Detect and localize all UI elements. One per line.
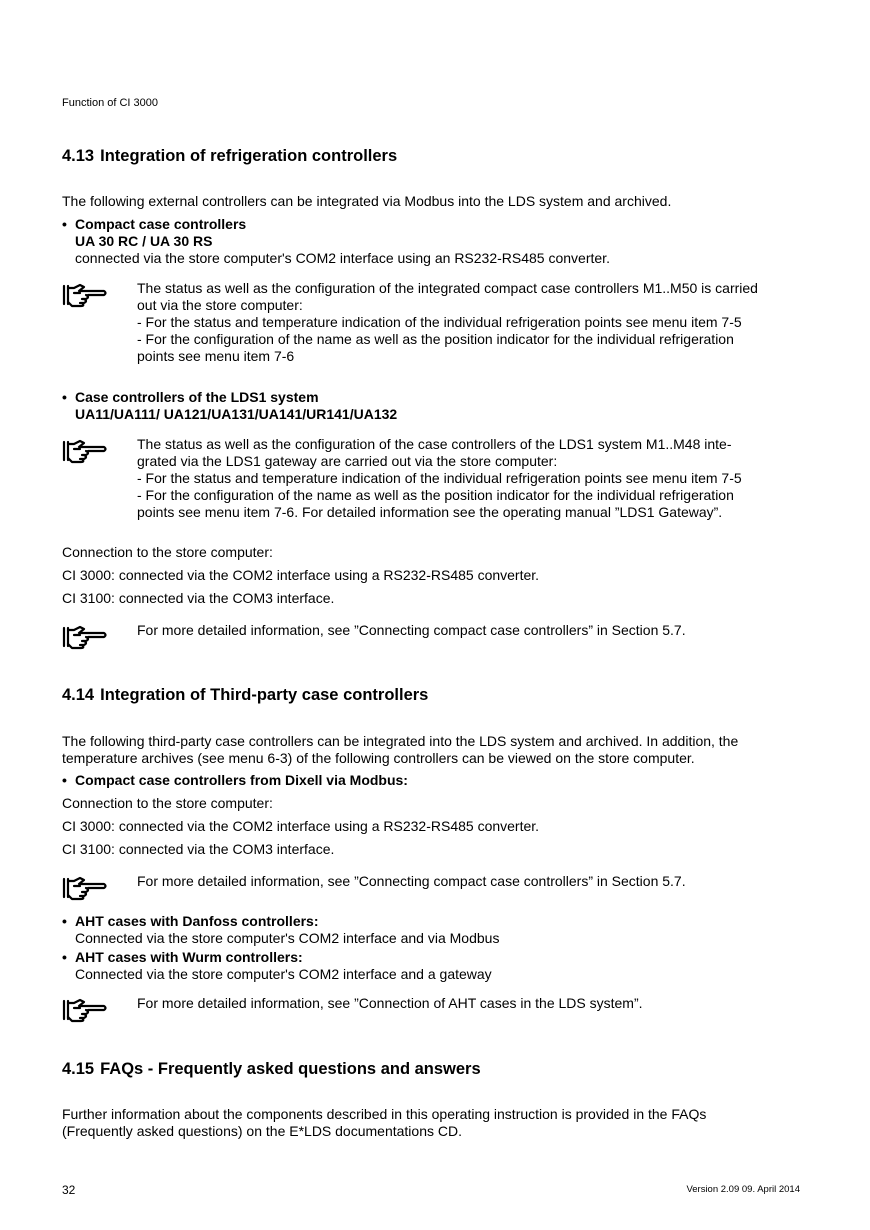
section-title: FAQs - Frequently asked questions and answers: [100, 1060, 481, 1078]
note-line: - For the status and temperature indication of the individual refrigeration points see menu item 7-5: [137, 314, 742, 330]
bullet-aht-wurm: [62, 949, 802, 983]
connection-ci3100: CI 3100: connected via the COM3 interface.: [62, 841, 335, 857]
note-line: The status as well as the configuration of the case controllers of the LDS1 system M1..M48 inte-: [137, 436, 732, 452]
note-line: points see menu item 7-6: [137, 348, 295, 364]
note-aht-ref: [62, 995, 802, 1012]
bullet-title: Case controllers of the LDS1 system: [75, 389, 319, 405]
note-line: For more detailed information, see ”Connection of AHT cases in the LDS system”.: [137, 995, 643, 1011]
note-line: The status as well as the configuration of the integrated compact case controllers M1..M50 is carried: [137, 280, 758, 296]
note-line: points see menu item 7-6. For detailed information see the operating manual ”LDS1 Gateway”.: [137, 504, 723, 520]
section-intro: [62, 733, 802, 767]
bullet-dot: •: [62, 216, 67, 232]
bullet-text: connected via the store computer's COM2 interface using an RS232-RS485 converter.: [75, 250, 610, 266]
section-title: Integration of refrigeration controllers: [100, 147, 398, 165]
section-number: 4.15: [62, 1060, 95, 1078]
bullet-compact-case-controllers: [62, 216, 802, 267]
section-intro: The following external controllers can be integrated via Modbus into the LDS system and archived.: [62, 193, 672, 209]
section-heading-4-15: [62, 1060, 481, 1079]
bullet-dot: •: [62, 389, 67, 405]
pointing-hand-icon: [62, 997, 108, 1023]
bullet-title: Compact case controllers from Dixell via Modbus:: [75, 772, 408, 788]
intro-line: The following third-party case controllers can be integrated into the LDS system and archived. In addition, the: [62, 733, 739, 749]
section-heading-4-14: [62, 686, 428, 705]
faq-line: Further information about the components described in this operating instruction is provided in the FAQs: [62, 1106, 707, 1122]
section-title: Integration of Third-party case controllers: [100, 686, 429, 704]
bullet-dot: •: [62, 913, 67, 929]
connection-label: Connection to the store computer:: [62, 544, 273, 560]
section-heading-4-13: [62, 147, 397, 166]
note-line: For more detailed information, see ”Connecting compact case controllers” in Section 5.7.: [137, 622, 686, 638]
bullet-dot: •: [62, 949, 67, 965]
bullet-dot: •: [62, 772, 67, 788]
pointing-hand-icon: [62, 624, 108, 650]
pointing-hand-icon: [62, 438, 108, 464]
note-line: grated via the LDS1 gateway are carried out via the store computer:: [137, 453, 558, 469]
note-lds1-config: [62, 436, 802, 521]
pointing-hand-icon: [62, 282, 108, 308]
connection-label: Connection to the store computer:: [62, 795, 273, 811]
note-line: For more detailed information, see ”Connecting compact case controllers” in Section 5.7.: [137, 873, 686, 889]
note-line: - For the configuration of the name as well as the position indicator for the individual refrigeration: [137, 487, 734, 503]
bullet-lds1-controllers: [62, 389, 802, 423]
bullet-aht-danfoss: [62, 913, 802, 947]
connection-ci3100: CI 3100: connected via the COM3 interface.: [62, 590, 335, 606]
bullet-models: UA11/UA111/ UA121/UA131/UA141/UR141/UA132: [75, 406, 398, 422]
bullet-models: UA 30 RC / UA 30 RS: [75, 233, 213, 249]
note-dixell-ref: [62, 873, 802, 890]
pointing-hand-icon: [62, 875, 108, 901]
bullet-dixell: [62, 772, 802, 789]
connection-ci3000: CI 3000: connected via the COM2 interface using a RS232-RS485 converter.: [62, 567, 540, 583]
faq-line: (Frequently asked questions) on the E*LDS documentations CD.: [62, 1123, 462, 1139]
intro-line: temperature archives (see menu 6-3) of the following controllers can be viewed on the store computer.: [62, 750, 695, 766]
note-compact-ref: [62, 622, 802, 639]
section-number: 4.14: [62, 686, 95, 704]
faq-text: [62, 1106, 802, 1140]
connection-ci3000: CI 3000: connected via the COM2 interface using a RS232-RS485 converter.: [62, 818, 540, 834]
running-header: Function of CI 3000: [62, 97, 159, 109]
bullet-title: Compact case controllers: [75, 216, 247, 232]
version-info: Version 2.09 09. April 2014: [686, 1184, 800, 1195]
bullet-text: Connected via the store computer's COM2 interface and a gateway: [75, 966, 492, 982]
note-line: - For the status and temperature indication of the individual refrigeration points see menu item 7-5: [137, 470, 742, 486]
page-number: 32: [62, 1183, 76, 1197]
bullet-title: AHT cases with Danfoss controllers:: [75, 913, 319, 929]
section-number: 4.13: [62, 147, 95, 165]
bullet-title: AHT cases with Wurm controllers:: [75, 949, 303, 965]
note-line: - For the configuration of the name as well as the position indicator for the individual refrigeration: [137, 331, 734, 347]
note-compact-config: [62, 280, 802, 365]
note-line: out via the store computer:: [137, 297, 303, 313]
bullet-text: Connected via the store computer's COM2 interface and via Modbus: [75, 930, 500, 946]
